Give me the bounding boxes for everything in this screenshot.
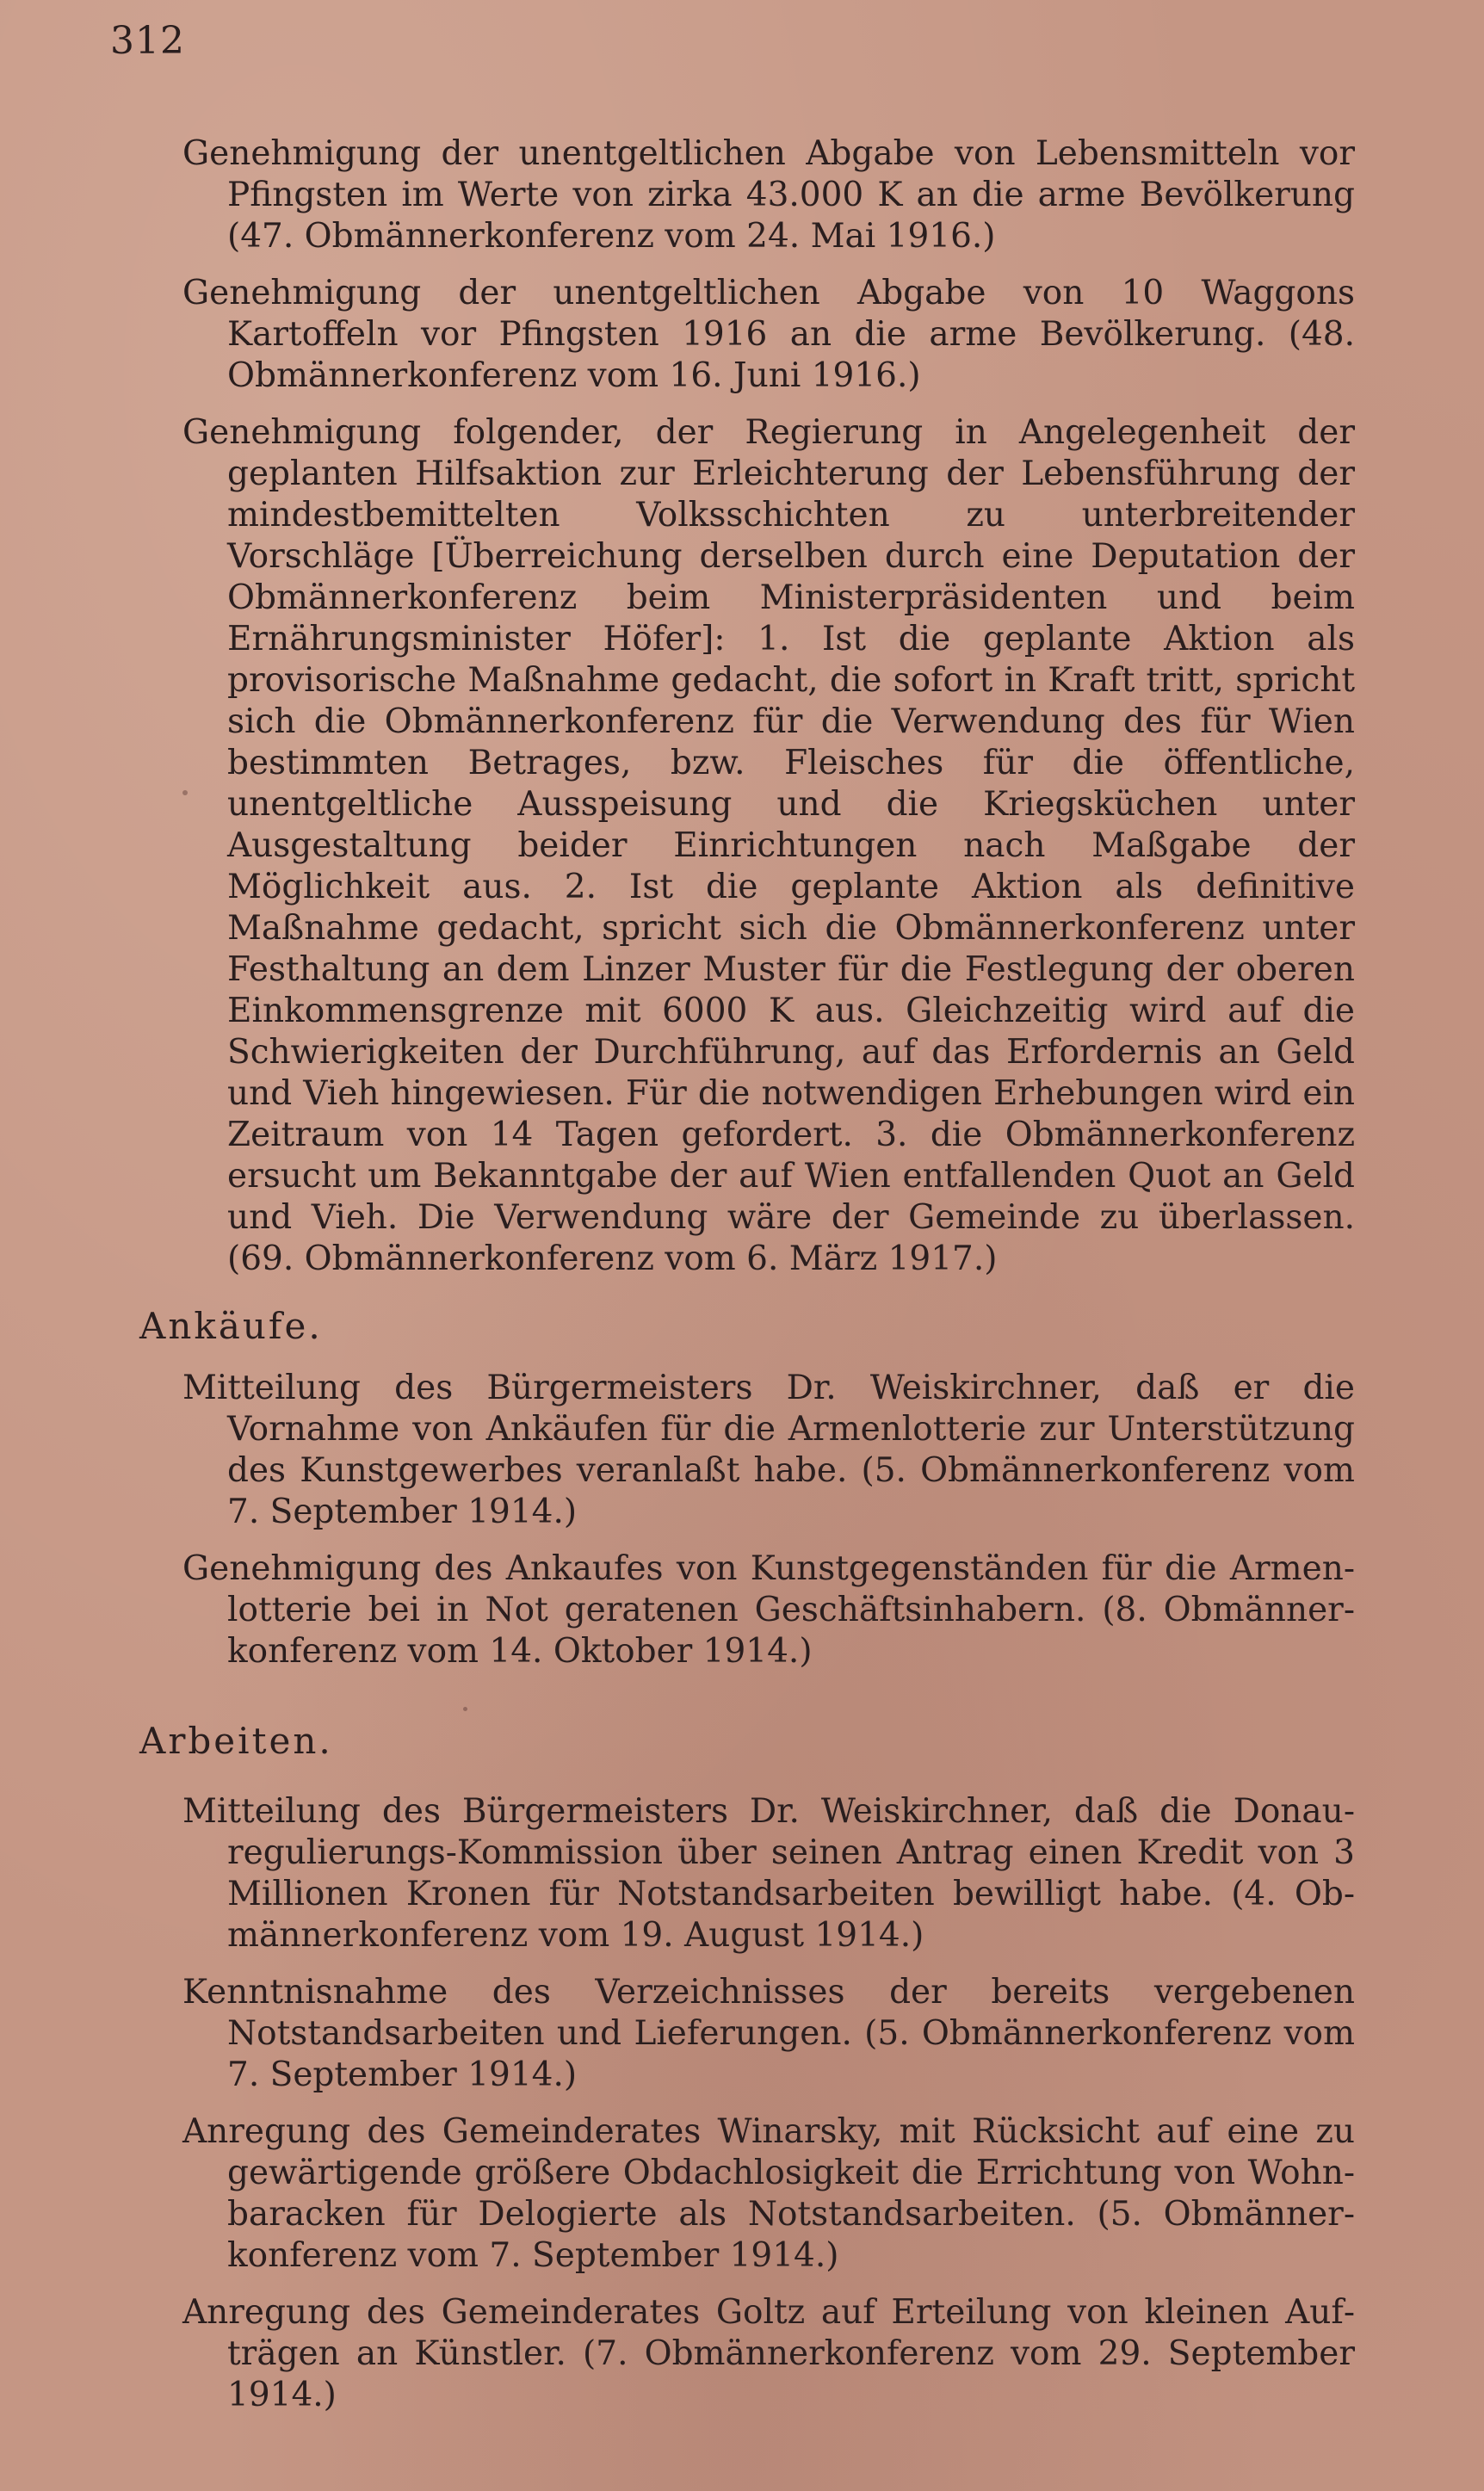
entry-paragraph: Genehmigung folgender, der Regierung in Angelegenheit der geplanten Hilfsaktion zur Erleichterung der Lebensführung der mindestbemittelten Volksschichten zu unterbreitender Vorschläge [Überreichung derselben durch eine Deputation der Obmännerkonferenz beim Ministerpräsidenten und beim Ernährungsminister Höfer]: 1. Ist die geplante Aktion als provisorische Maßnahme gedacht, die sofort in Kraft tritt, spricht sich die Obmännerkonferenz für die Verwendung des für Wien bestimmten Betrages, bzw. Fleisches für die öffentliche, unentgeltliche Ausspeisung und die Kriegsküchen unter Ausgestaltung beider Einrichtungen nach Maßgabe der Möglichkeit aus. 2. Ist die geplante Aktion als definitive Maßnahme gedacht, spricht sich die Obmännerkonferenz unter Festhaltung an dem Linzer Muster für die Festlegung der oberen Einkommensgrenze mit 6000 K aus. Gleichzeitig wird auf die Schwierigkeiten der Durchführung, auf das Erfordernis an Geld und Vieh hingewiesen. Für die notwendigen Erhebungen wird ein Zeitraum von 14 Tagen gefordert. 3. die Obmännerkonferenz ersucht um Bekanntgabe der auf Wien entfallenden Quot an Geld und Vieh. Die Verwendung wäre der Gemeinde zu überlassen. (69. Obmännerkonferenz vom 6. März 1917.) [182,413,1355,1278]
entry-paragraph: Genehmigung der unentgeltlichen Abgabe von Lebensmitteln vor Pfingsten im Werte von zirka 43.000 K an die arme Bevölkerung (47. Obmännerkonferenz vom 24. Mai 1916.) [182,134,1355,256]
paper-speck [182,790,188,795]
section-heading-arbeiten: Arbeiten. [139,1720,333,1762]
page-content [139,133,1355,2432]
entry-paragraph: Kenntnisnahme des Verzeichnisses der bereits vergebenen Notstandsarbeiten und Lieferungen. (5. Obmännerkonferenz vom 7. September 1914.) [182,1973,1355,2094]
entry-paragraph: Genehmigung des Ankaufes von Kunstgegenständen für die Armenlotterie bei in Not geratenen Geschäftsinhabern. (8. Obmännerkonferenz vom 14. Oktober 1914.) [182,1549,1355,1671]
entry-paragraph: Anregung des Gemeinderates Goltz auf Erteilung von kleinen Aufträgen an Künstler. (7. Obmännerkonferenz vom 29. September 1914.) [182,2293,1355,2414]
entry-paragraph: Mitteilung des Bürgermeisters Dr. Weiskirchner, daß er die Vornahme von Ankäufen für die Armenlotterie zur Unterstützung des Kunstgewerbes veranlaßt habe. (5. Obmännerkonferenz vom 7. September 1914.) [182,1369,1355,1531]
section-heading-ankaeufe: Ankäufe. [139,1305,323,1347]
entry-paragraph: Anregung des Gemeinderates Winarsky, mit Rücksicht auf eine zu gewärtigende größere Obdachlosigkeit die Errichtung von Wohnbaracken für Delogierte als Notstandsarbeiten. (5. Obmännerkonferenz vom 7. September 1914.) [182,2112,1355,2275]
paper-speck [463,1707,467,1711]
entry-paragraph: Genehmigung der unentgeltlichen Abgabe von 10 Waggons Kartoffeln vor Pfingsten 1916 an die arme Bevölkerung. (48. Obmännerkonferenz vom 16. Juni 1916.) [182,274,1355,395]
entry-paragraph: Mitteilung des Bürgermeisters Dr. Weiskirchner, daß die Donauregulierungs-Kommission über seinen Antrag einen Kredit von 3 Millionen Kronen für Notstandsarbeiten bewilligt habe. (4. Obmännerkonferenz vom 19. August 1914.) [182,1792,1355,1955]
page-number: 312 [110,19,185,63]
